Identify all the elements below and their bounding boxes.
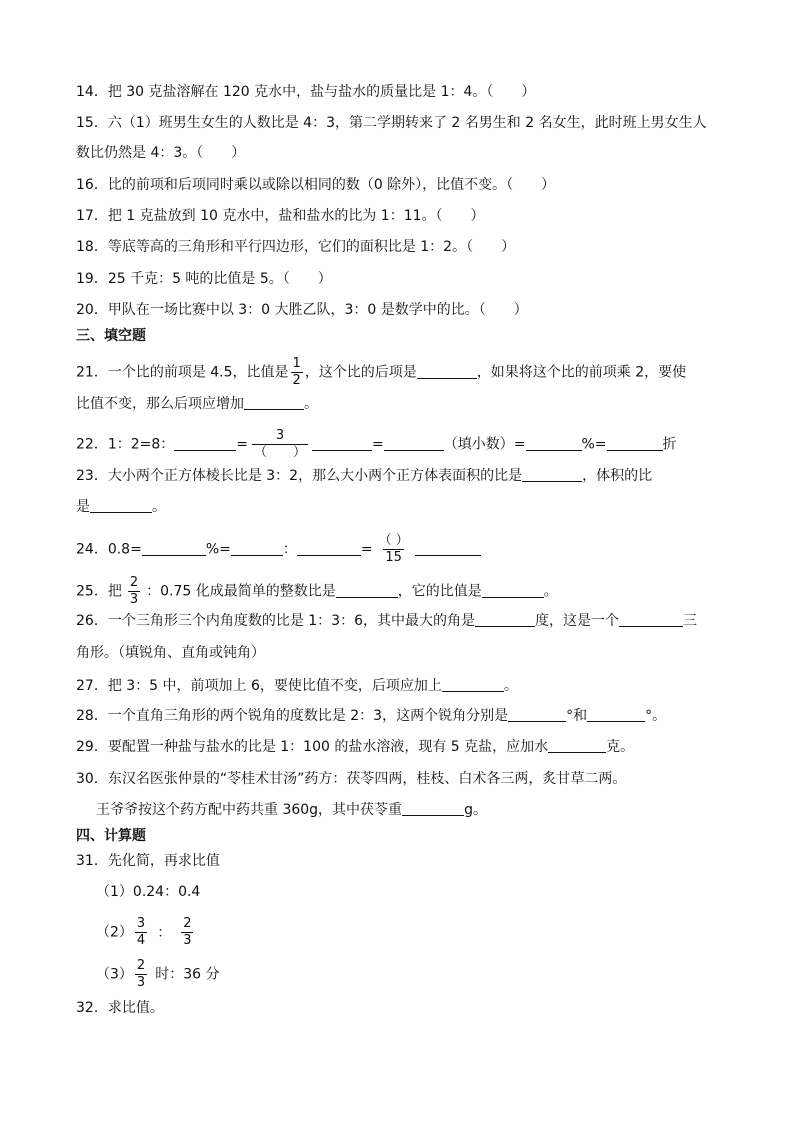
question-25: 25．把 $\frac{2}{3}$ ：0.75 化成最简单的整数比是 ，它的比值是 。 bbox=[76, 575, 558, 607]
question-15-line2: 数比仍然是 4：3。（ ） bbox=[76, 145, 246, 161]
answer-blank[interactable] bbox=[607, 436, 663, 451]
answer-blank[interactable] bbox=[522, 467, 582, 482]
question-23-line1: 23．大小两个正方体棱长比是 3：2，那么大小两个正方体表面积的比是 ，体积的比 bbox=[76, 468, 653, 484]
question-28: 28．一个直角三角形的两个锐角的度数比是 2：3，这两个锐角分别是 °和 °。 bbox=[76, 708, 667, 724]
fraction-two-thirds: $\frac{2}{3}$ bbox=[129, 575, 139, 607]
answer-blank[interactable] bbox=[415, 541, 481, 556]
answer-blank[interactable] bbox=[475, 612, 535, 627]
answer-blank[interactable] bbox=[312, 436, 372, 451]
answer-blank[interactable] bbox=[526, 436, 582, 451]
question-31-part2: （2） $\frac{3}{4}$ ： $\frac{2}{3}$ bbox=[96, 916, 192, 948]
answer-blank[interactable] bbox=[90, 498, 152, 513]
question-31-part3: （3） $\frac{2}{3}$ 时：36 分 bbox=[96, 958, 220, 990]
answer-blank[interactable] bbox=[587, 707, 645, 722]
question-21-line2: 比值不变，那么后项应增加 。 bbox=[76, 396, 318, 412]
question-30-line2: 王爷爷按这个药方配中药共重 360g，其中茯苓重 g。 bbox=[96, 802, 487, 818]
answer-blank[interactable] bbox=[417, 364, 477, 379]
question-18: 18．等底等高的三角形和平行四边形，它们的面积比是 1：2。（ ） bbox=[76, 239, 516, 255]
question-27: 27．把 3：5 中，前项加上 6，要使比值不变，后项应加上 。 bbox=[76, 678, 518, 694]
question-23-line2: 是 。 bbox=[76, 499, 166, 515]
answer-blank[interactable] bbox=[508, 707, 566, 722]
question-32: 32．求比值。 bbox=[76, 1000, 164, 1016]
answer-blank[interactable] bbox=[244, 395, 304, 410]
question-22: 22．1：2=8： = $\frac{3}{( )}$ = （填小数）= %= 折 bbox=[76, 428, 677, 460]
section-heading-calc: 四、计算题 bbox=[76, 828, 146, 844]
section-heading-fill: 三、填空题 bbox=[76, 328, 146, 344]
question-14: 14．把 30 克盐溶解在 120 克水中，盐与盐水的质量比是 1：4。（ ） bbox=[76, 84, 536, 100]
question-31-part1: （1）0.24：0.4 bbox=[96, 884, 201, 900]
answer-blank[interactable] bbox=[231, 541, 283, 556]
question-29: 29．要配置一种盐与盐水的比是 1：100 的盐水溶液，现有 5 克盐，应加水 克。 bbox=[76, 739, 635, 755]
question-26-line2: 角形。（填锐角、直角或钝角） bbox=[76, 645, 265, 661]
answer-blank[interactable] bbox=[384, 436, 444, 451]
answer-blank[interactable] bbox=[174, 436, 236, 451]
fraction-two-thirds: $\frac{2}{3}$ bbox=[183, 916, 192, 948]
question-24: 24．0.8= %= ： = $\frac{( )}{15}$ bbox=[76, 533, 481, 566]
fraction-3-over-blank: $\frac{3}{( )}$ bbox=[254, 428, 307, 460]
answer-blank[interactable] bbox=[142, 541, 206, 556]
answer-blank[interactable] bbox=[482, 583, 544, 598]
answer-blank[interactable] bbox=[619, 612, 683, 627]
fraction-three-quarters: $\frac{3}{4}$ bbox=[136, 916, 146, 948]
question-17: 17．把 1 克盐放到 10 克水中，盐和盐水的比为 1：11。（ ） bbox=[76, 208, 485, 224]
question-16: 16．比的前项和后项同时乘以或除以相同的数（0 除外），比值不变。（ ） bbox=[76, 177, 556, 193]
question-19: 19．25 千克：5 吨的比值是 5。（ ） bbox=[76, 271, 332, 287]
question-30-line1: 30．东汉名医张仲景的“苓桂术甘汤”药方：茯苓四两，桂枝、白术各三两，炙甘草二两。 bbox=[76, 771, 627, 787]
question-26-line1: 26．一个三角形三个内角度数的比是 1：3：6，其中最大的角是 度，这是一个 三 bbox=[76, 613, 697, 629]
question-21-line1: 21．一个比的前项是 4.5，比值是 $\frac{1}{2}$ ，这个比的后项是 ，如果将这个比的前项乘 2，要使 bbox=[76, 356, 687, 388]
answer-blank[interactable] bbox=[442, 677, 504, 692]
answer-blank[interactable] bbox=[548, 738, 606, 753]
answer-blank[interactable] bbox=[297, 541, 361, 556]
question-31-title: 31．先化简，再求比值 bbox=[76, 853, 220, 869]
fraction-one-half: $\frac{1}{2}$ bbox=[292, 356, 301, 388]
answer-blank[interactable] bbox=[336, 583, 398, 598]
fraction-two-thirds: $\frac{2}{3}$ bbox=[136, 958, 146, 990]
question-20: 20．甲队在一场比赛中以 3：0 大胜乙队，3：0 是数学中的比。（ ） bbox=[76, 302, 528, 318]
answer-blank[interactable] bbox=[402, 801, 464, 816]
question-15-line1: 15．六（1）班男生女生的人数比是 4：3，第二学期转来了 2 名男生和 2 名女生，此时班上男女生人 bbox=[76, 115, 707, 131]
fraction-blank-over-15: $\frac{( )}{15}$ bbox=[378, 533, 409, 565]
